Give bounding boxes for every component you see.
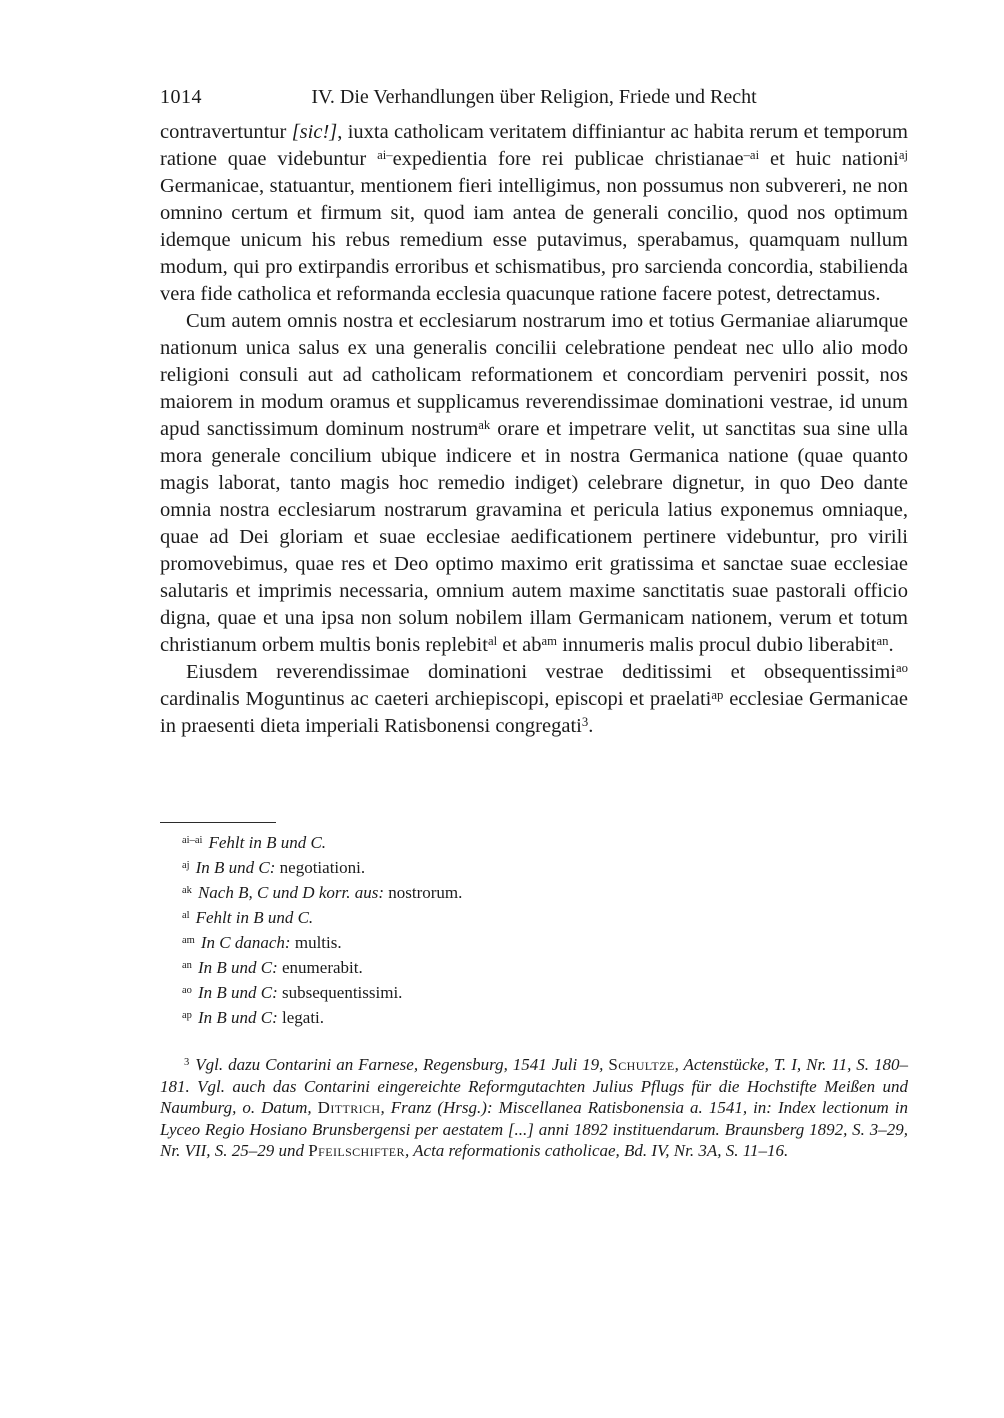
apparatus-entry — [160, 930, 908, 955]
apparatus-sigla: al — [182, 910, 190, 922]
apparatus-reading: legati. — [277, 1008, 325, 1027]
footnote-text: Vgl. dazu Contarini an Farnese, Regensburg, 1541 Juli 19, Schultze, Actenstücke, T. I, Nr. 11, S. 180–181. Vgl. auch das Contarini eingereichte Reformgutachten Julius Pflugs für die Hochstifte Meißen und Naumburg, o. Datum, Dittrich, Franz (Hrsg.): Miscellanea Ratisbonensia a. 1541, in: Index lectionum in Lyceo Regio Hosiano Brunsbergensi per aestatem [...] anni 1892 instituendarum. Braunsberg 1892, S. 3–29, Nr. VII, S. 25–29 und Pfeilschifter, Acta reformationis catholicae, Bd. IV, Nr. 3A, S. 11–16. — [160, 1055, 908, 1160]
apparatus-reading: enumerabit. — [277, 958, 363, 977]
page-header — [160, 84, 908, 110]
apparatus-note: Fehlt in B und C. — [208, 833, 327, 852]
apparatus-reading: subsequentissimi. — [277, 983, 403, 1002]
paragraph-3: Eiusdem reverendissimae dominationi vestrae deditissimi et obsequentissimi$^{ao}$ cardinalis Moguntinus ac caeteri archiepiscopi, episcopi et praelati$^{ap}$ ecclesiae Germanicae in praesenti dieta imperiali Ratisbonensi congregati$^3$. — [160, 661, 909, 737]
apparatus-note: Nach B, C und D korr. aus: — [197, 883, 385, 902]
apparatus-note: In C danach: — [200, 933, 291, 952]
apparatus-reading: negotiationi. — [275, 858, 366, 877]
page-number: 1014 — [160, 86, 202, 108]
apparatus-sigla: ap — [182, 1010, 192, 1022]
apparatus-note: In B und C: — [197, 958, 278, 977]
footnote-marker: 3 — [184, 1057, 190, 1069]
running-head: IV. Die Verhandlungen über Religion, Friede und Recht — [311, 86, 757, 108]
apparatus-sigla: ao — [182, 985, 192, 997]
apparatus-sigla: ai–ai — [182, 835, 203, 847]
footnotes-block — [160, 1054, 908, 1162]
apparatus-entry — [160, 980, 908, 1005]
apparatus-entry — [160, 905, 908, 930]
apparatus-sigla: ak — [182, 885, 192, 897]
apparatus-entry — [160, 855, 908, 880]
apparatus-reading: nostrorum. — [384, 883, 463, 902]
apparatus-sigla: an — [182, 960, 192, 972]
paragraph-1: contravertuntur [sic!], iuxta catholicam veritatem diffiniantur ac habita rerum et temporum ratione quae videbuntur $^{ai-}$expedientia fore rei publicae christianae$^{-ai}$ et huic nationi$^{aj}$ Germanicae, statuantur, mentionem fieri intelligimus, non possumus non subvereri, ne non omnino certum et firmum sit, quod iam antea de generali concilio, quod nos optimum idemque unicum his rebus remedium esse putavimus, sperabamus, quamquam nullum modum, qui pro extirpandis erroribus et schismatibus, pro sarcienda concordia, stabilienda vera fide catholica et reformanda ecclesia quacunque ratione facere potest, detrectamus. — [160, 121, 908, 305]
apparatus-note: In B und C: — [197, 983, 278, 1002]
apparatus-sigla: am — [182, 935, 195, 947]
apparatus-note: Fehlt in B und C. — [195, 908, 314, 927]
apparatus-entry — [160, 1005, 908, 1030]
footnote-3 — [160, 1054, 908, 1162]
apparatus-entry — [160, 880, 908, 905]
apparatus-note: In B und C: — [197, 1008, 278, 1027]
apparatus-sigla: aj — [182, 860, 190, 872]
paragraph-2: Cum autem omnis nostra et ecclesiarum nostrarum imo et totius Germaniae aliarumque nationum unica salus ex una generalis concilii celebratione pendeat nec ullo alio modo religioni consuli aut ad catholicam reformationem et concordiam perveniri possit, nos maiorem in modum oramus et supplicamus reverendissimae dominationi vestrae, id unum apud sanctissimum dominum nostrum$^{ak}$ orare et impetrare velit, ut sanctitas sua sine ulla mora generale concilium ubique indicere et in nostra Germanica natione (quae quanto magis laborat, tanto magis hoc remedio indiget) celebrare dignetur, in quo Deo dante omnia nostra ecclesiarum nostrarum gravamina et pericula latius exponemus omniaque, quae ad Dei gloriam et suae ecclesiae aedificationem pertinere videbuntur, pro virili promovebimus, quae res et Deo optimo maximo erit gratissima et sanctae suae ecclesiae salutaris et imprimis necessaria, omnium autem maxime sanctitatis suae pastorali officio digna, quae et una ipsa non solum nobilem illam Germanicam nationem, verum et totum christianum orbem multis bonis replebit$^{al}$ et $ab^{am}$ innumeris malis procul dubio liberabit$^{an}$. — [160, 310, 908, 656]
apparatus-entry — [160, 830, 908, 855]
critical-apparatus — [160, 822, 908, 1030]
apparatus-note: In B und C: — [195, 858, 276, 877]
apparatus-entry — [160, 955, 908, 980]
main-text — [160, 119, 908, 740]
apparatus-reading: multis. — [290, 933, 342, 952]
footnote-separator-rule — [160, 822, 276, 823]
text-block — [160, 84, 908, 1162]
